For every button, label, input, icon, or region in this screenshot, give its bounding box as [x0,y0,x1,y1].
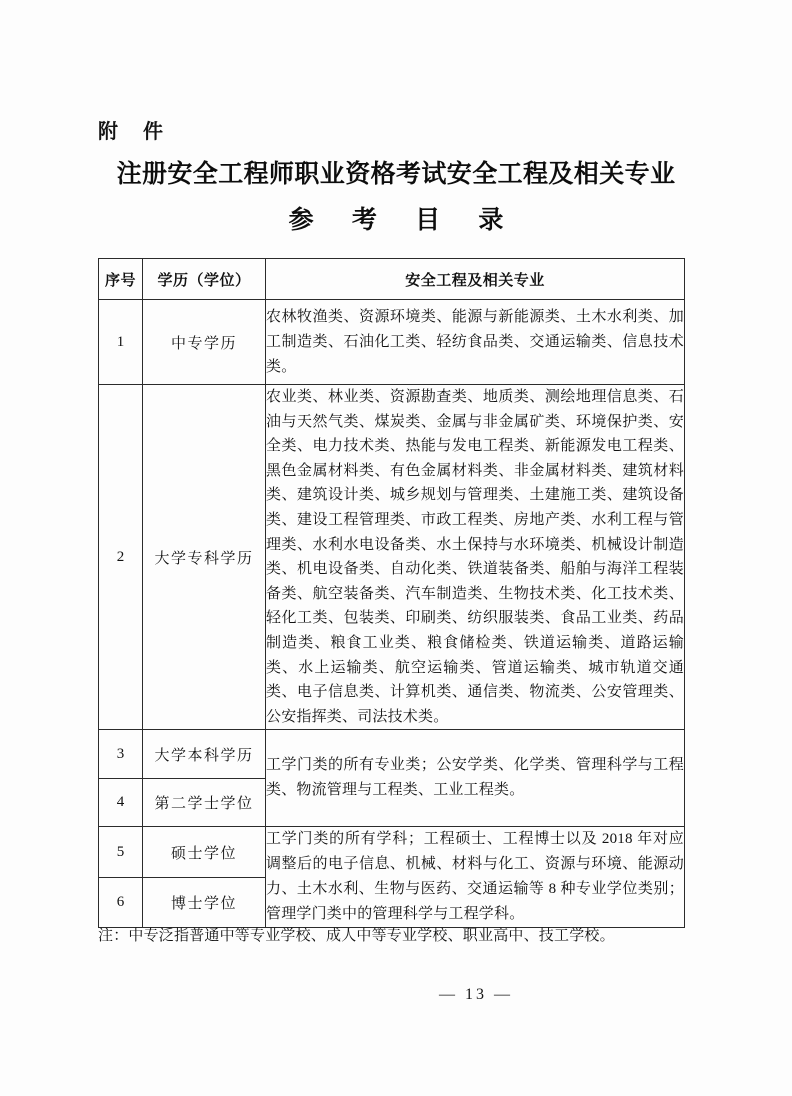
page-title-line-2: 参 考 目 录 [288,207,520,234]
degree-cell: 博士学位 [143,877,266,928]
majors-cell: 农林牧渔类、资源环境类、能源与新能源类、土木水利类、加工制造类、石油化工类、轻纺食品类、交通运输类、信息技术类。 [266,300,685,385]
degree-cell: 中专学历 [143,300,266,385]
page-title-line-1: 注册安全工程师职业资格考试安全工程及相关专业 [116,161,676,188]
row-number-cell: 5 [99,827,143,878]
table-row [99,730,685,779]
degree-cell: 硕士学位 [143,827,266,878]
row-number-cell: 3 [99,730,143,779]
catalog-table-wrapper [98,258,684,928]
table-row [99,300,685,385]
page-title [98,158,694,238]
majors-cell-merged-graduate: 工学门类的所有学科；工程硕士、工程博士以及 2018 年对应调整后的电子信息、机械、材料与化工、资源与环境、能源动力、土木水利、生物与医药、交通运输等 8 种专业学位类别；管理学门类中的管理科学与工程学科。 [266,827,685,928]
row-number-cell: 6 [99,877,143,928]
table-row [99,827,685,878]
degree-cell: 第二学士学位 [143,779,266,827]
table-header-row [99,259,685,300]
table-row [99,385,685,730]
column-header-no: 序号 [99,259,143,300]
degree-cell: 大学专科学历 [143,385,266,730]
table-body [99,300,685,928]
catalog-table [98,258,685,928]
row-number-cell: 4 [99,779,143,827]
degree-cell: 大学本科学历 [143,730,266,779]
row-number-cell: 1 [99,300,143,385]
table-header [99,259,685,300]
majors-cell: 农业类、林业类、资源勘查类、地质类、测绘地理信息类、石油与天然气类、煤炭类、金属与非金属矿类、环境保护类、安全类、电力技术类、热能与发电工程类、新能源发电工程类、黑色金属材料类、有色金属材料类、非金属材料类、建筑材料类、建筑设计类、城乡规划与管理类、土建施工类、建筑设备类、建设工程管理类、市政工程类、房地产类、水利工程与管理类、水利水电设备类、水土保持与水环境类、机械设计制造类、机电设备类、自动化类、铁道装备类、船舶与海洋工程装备类、航空装备类、汽车制造类、生物技术类、化工技术类、轻化工类、包装类、印刷类、纺织服装类、食品工业类、药品制造类、粮食工业类、粮食储检类、铁道运输类、道路运输类、水上运输类、航空运输类、管道运输类、城市轨道交通类、电子信息类、计算机类、通信类、物流类、公安管理类、公安指挥类、司法技术类。 [266,385,685,730]
column-header-majors: 安全工程及相关专业 [266,259,685,300]
footnote: 注：中专泛指普通中等专业学校、成人中等专业学校、职业高中、技工学校。 [98,928,615,944]
attachment-label: 附 件 [98,121,173,143]
majors-cell-merged-bachelor: 工学门类的所有专业类；公安学类、化学类、管理科学与工程类、物流管理与工程类、工业工程类。 [266,730,685,827]
column-header-degree: 学历（学位） [143,259,266,300]
row-number-cell: 2 [99,385,143,730]
page-number: — 13 — [439,986,513,1003]
